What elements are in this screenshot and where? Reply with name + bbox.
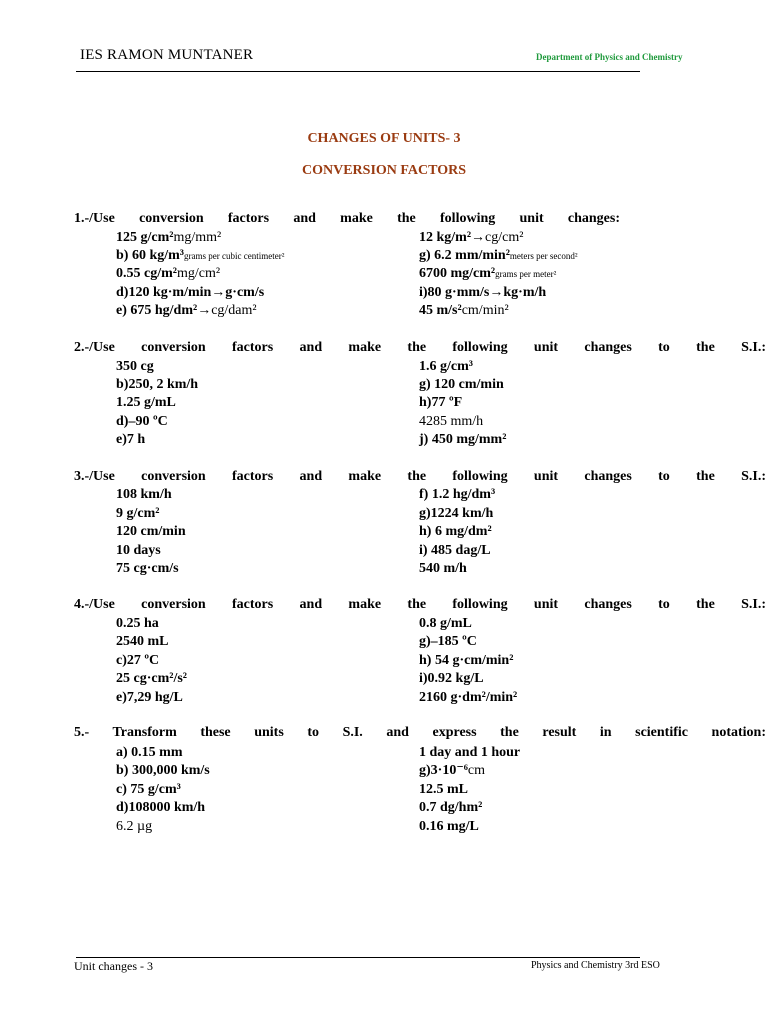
school-name: IES RAMON MUNTANER [80,47,254,63]
q3-right-item-4: i) 485 dag/L [419,543,491,558]
page-title: CHANGES OF UNITS- 3 [307,131,461,146]
q4-left-item-2: 2540 mL [116,634,169,649]
q1-left-item-5: e) 675 hg/dm²→cg/dam² [116,303,257,318]
q4-left-item-1: 0.25 ha [116,616,159,631]
q3-left-item-5: 75 cg·cm/s [116,561,179,576]
page-subtitle: CONVERSION FACTORS [301,163,466,178]
q1-left-item-1: 125 g/cm²mg/mm² [116,230,222,245]
q4-right-item-2: g)–185 ºC [419,634,477,649]
q5-left-item-5: 6.2 µg [116,819,153,834]
q5-left-item-3: c) 75 g/cm³ [116,782,181,797]
q4-right-item-1: 0.8 g/mL [419,616,472,631]
q2-right-item-2: g) 120 cm/min [419,377,504,392]
q3-right-item-1: f) 1.2 hg/dm³ [419,487,496,502]
q1-right-item-5: 45 m/s²cm/min² [419,303,509,318]
q2-right-item-5: j) 450 mg/mm² [419,432,507,447]
q3-right-item-3: h) 6 mg/dm² [419,524,492,539]
q5-right-item-3: 12.5 mL [419,782,468,797]
q5-right-item-5: 0.16 mg/L [419,819,479,834]
q4-right-item-3: h) 54 g·cm/min² [419,653,514,668]
q5-right-item-1: 1 day and 1 hour [419,745,521,760]
q4-left-item-4: 25 cg·cm²/s² [116,671,187,686]
question-4-heading: 4.-/Use conversion factors and make the following unit changes to the S.I.: [74,597,766,612]
q1-right-item-4: i)80 g·mm/s→kg·m/h [419,285,547,300]
q2-left-item-4: d)–90 ºC [116,414,168,429]
q3-left-item-3: 120 cm/min [116,524,186,539]
q5-left-item-2: b) 300,000 km/s [116,763,210,778]
question-5-heading: 5.- Transform these units to S.I. and express the result in scientific notation: [74,725,766,740]
footer-divider [76,957,640,958]
q5-left-item-4: d)108000 km/h [116,800,206,815]
header-divider [76,71,640,72]
q4-left-item-5: e)7,29 hg/L [116,690,183,705]
q2-right-item-1: 1.6 g/cm³ [419,359,473,374]
q3-right-item-5: 540 m/h [419,561,467,576]
q3-left-item-2: 9 g/cm² [116,506,160,521]
q3-right-item-2: g)1224 km/h [419,506,494,521]
q1-left-item-2: b) 60 kg/m³grams per cubic centimeter² [116,248,285,263]
q5-left-item-1: a) 0.15 mm [116,745,183,760]
q2-right-item-4: 4285 mm/h [419,414,484,429]
q1-right-item-3: 6700 mg/cm²grams per meter² [419,266,557,281]
question-3-heading: 3.-/Use conversion factors and make the following unit changes to the S.I.: [74,469,766,484]
q4-right-item-5: 2160 g·dm²/min² [419,690,518,705]
q3-left-item-4: 10 days [116,543,161,558]
q4-left-item-3: c)27 ºC [116,653,160,668]
footer-left-text: Unit changes - 3 [74,959,153,973]
q2-left-item-5: e)7 h [116,432,146,447]
q2-right-item-3: h)77 ºF [419,395,463,410]
department-name: Department of Physics and Chemistry [536,52,683,62]
q1-left-item-3: 0.55 cg/m²mg/cm² [116,266,221,281]
q1-left-item-4: d)120 kg·m/min→g·cm/s [116,285,265,300]
question-1-heading: 1.-/Use conversion factors and make the following unit changes: [74,211,620,226]
footer-right-text: Physics and Chemistry 3rd ESO [531,960,660,971]
q3-left-item-1: 108 km/h [116,487,172,502]
q5-right-item-4: 0.7 dg/hm² [419,800,483,815]
q4-right-item-4: i)0.92 kg/L [419,671,484,686]
q2-left-item-3: 1.25 g/mL [116,395,176,410]
q2-left-item-2: b)250, 2 km/h [116,377,199,392]
q1-right-item-1: 12 kg/m²→cg/cm² [419,230,524,245]
q2-left-item-1: 350 cg [116,359,154,374]
q5-right-item-2: g)3·10⁻⁶cm [419,763,486,778]
q1-right-item-2: g) 6.2 mm/min²meters per second² [419,248,578,263]
question-2-heading: 2.-/Use conversion factors and make the following unit changes to the S.I.: [74,340,766,355]
